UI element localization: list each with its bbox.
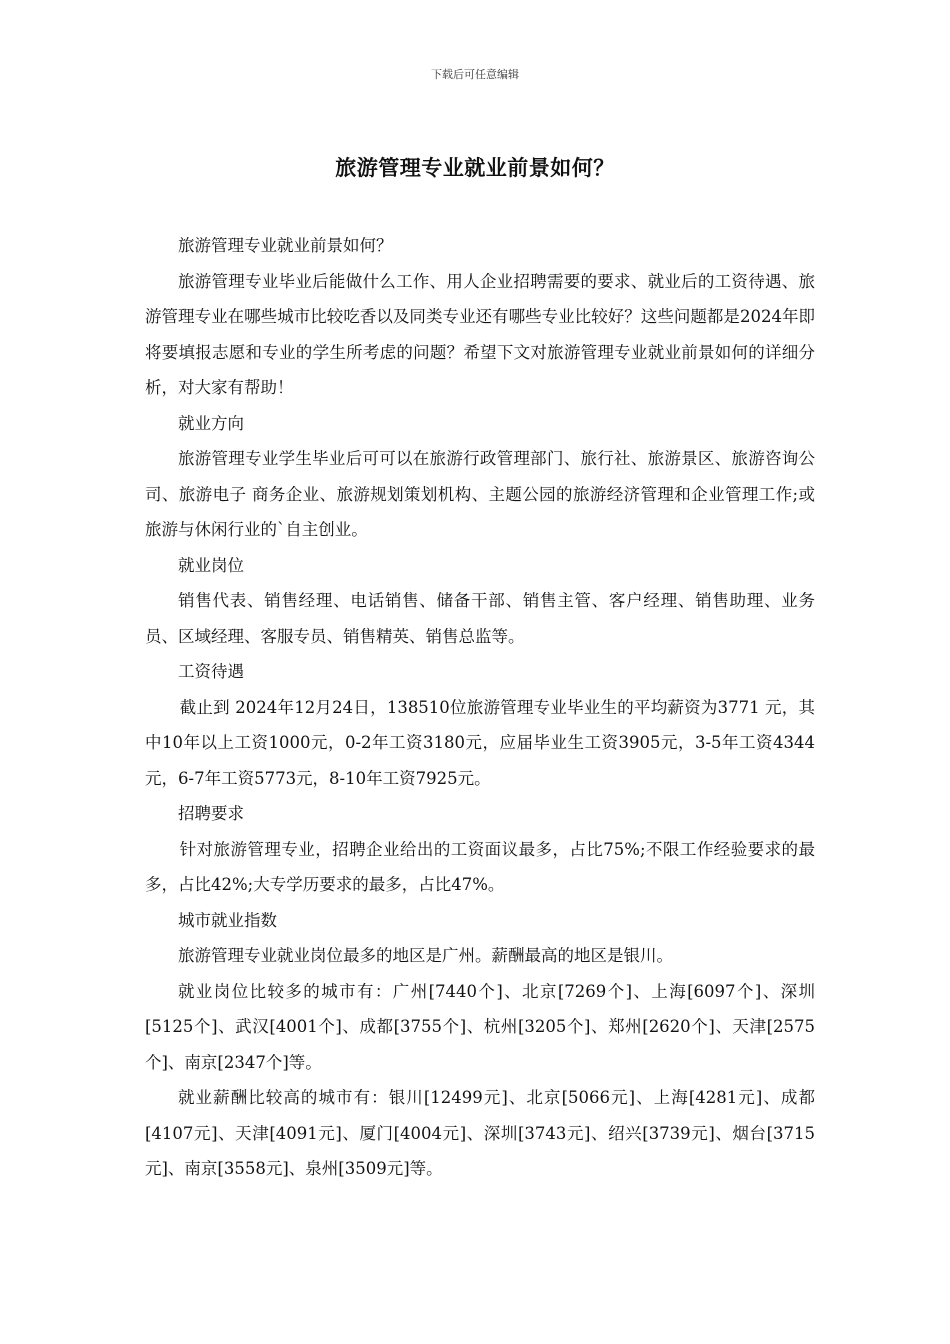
direction-paragraph: 旅游管理专业学生毕业后可可以在旅游行政管理部门、旅行社、旅游景区、旅游咨询公司、旅游电子 商务企业、旅游规划策划机构、主题公园的旅游经济管理和企业管理工作;或旅游与休闲行业的`自主创业。 <box>145 449 815 539</box>
section-heading-direction: 就业方向 <box>178 413 244 433</box>
city-jobs-paragraph: 就业岗位比较多的城市有：广州[7440个]、北京[7269个]、上海[6097个]、深圳[5125个]、武汉[4001个]、成都[3755个]、杭州[3205个]、郑州[2620个]、天津[2575个]、南京[2347个]等。 <box>145 981 815 1072</box>
document-title: 旅游管理专业就业前景如何？ <box>335 155 615 180</box>
section-heading-positions: 就业岗位 <box>178 555 244 575</box>
salary-paragraph: 截止到 2024年12月24日，138510位旅游管理专业毕业生的平均薪资为3771 元，其中10年以上工资1000元，0-2年工资3180元，应届毕业生工资3905元，3-5年工资4344元，6-7年工资5773元，8-10年工资7925元。 <box>145 697 815 788</box>
city-summary-paragraph: 旅游管理专业就业岗位最多的地区是广州。薪酬最高的地区是银川。 <box>178 946 673 965</box>
header-note: 下载后可任意编辑 <box>431 68 519 81</box>
document-body <box>145 228 815 1187</box>
requirements-paragraph: 针对旅游管理专业，招聘企业给出的工资面议最多，占比75%;不限工作经验要求的最多，占比42%;大专学历要求的最多，占比47%。 <box>145 839 815 894</box>
section-heading-requirements: 招聘要求 <box>178 804 244 823</box>
section-heading-city-index: 城市就业指数 <box>178 910 277 930</box>
intro-paragraph: 旅游管理专业毕业后能做什么工作、用人企业招聘需要的要求、就业后的工资待遇、旅游管理专业在哪些城市比较吃香以及同类专业还有哪些专业比较好？这些问题都是2024年即将要填报志愿和专业的学生所考虑的问题？希望下文对旅游管理专业就业前景如何的详细分析，对大家有帮助！ <box>145 271 815 397</box>
city-salary-paragraph: 就业薪酬比较高的城市有：银川[12499元]、北京[5066元]、上海[4281元]、成都[4107元]、天津[4091元]、厦门[4004元]、深圳[3743元]、绍兴[3739元]、烟台[3715元]、南京[3558元]、泉州[3509元]等。 <box>145 1088 815 1178</box>
intro-question: 旅游管理专业就业前景如何？ <box>178 236 393 255</box>
section-heading-salary: 工资待遇 <box>178 662 244 681</box>
positions-paragraph: 销售代表、销售经理、电话销售、储备干部、销售主管、客户经理、销售助理、业务员、区域经理、客服专员、销售精英、销售总监等。 <box>145 591 815 646</box>
